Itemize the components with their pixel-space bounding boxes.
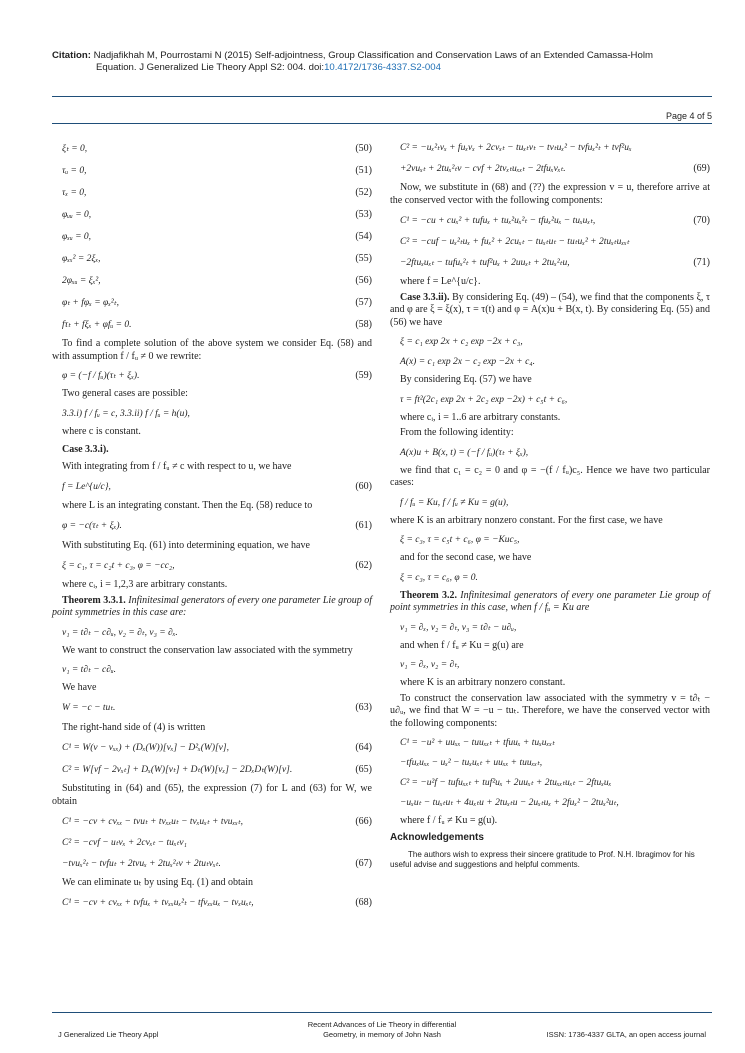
math-line: A(x)u + B(x, t) = (−f / fᵤ)(τₜ + ξₓ), [400, 447, 529, 458]
paragraph: Two general cases are possible: [62, 388, 188, 399]
citation-label: Citation: [52, 50, 91, 61]
equation-row: 2φₓᵤ = ξₓ², (56) [62, 274, 372, 286]
equation-71-line1: C² = −cuf − uₓ²ₜuₓ + fuₓ² + 2cuₓₜ − tuₓₜuₜ − tuₜuₓ² + 2tuₓₜuₓₓₜ [400, 237, 630, 247]
math-line: ξ = c₁ exp 2x + c₂ exp −2x + c₃, [400, 337, 523, 347]
paragraph: where f / fᵤ ≠ Ku = g(u). [400, 815, 498, 826]
paragraph: To find a complete solution of the above system we consider Eq. (58) and with assumption f / fᵤ ≠ 0 we rewrite: [52, 338, 372, 362]
paragraph: We have [62, 682, 97, 693]
paragraph: and when f / fᵤ ≠ Ku = g(u) are [400, 639, 524, 651]
equation-59: φ = (−f / fᵤ)(τₜ + ξₓ). (59) [62, 369, 372, 381]
paragraph: where c is constant. [62, 425, 141, 437]
math-line: ξ = c₃, τ = c₆, φ = 0. [400, 572, 478, 583]
equation-row: ξₜ = 0, (50) [62, 142, 372, 154]
page-rule [52, 123, 712, 124]
paragraph: and for the second case, we have [400, 552, 532, 563]
equation-66: C¹ = −cv + cvₓₓ − tvuₜ + tvₓₓuₜ − tvₓuₓₜ + tvuₓₓₜ, (66) [62, 815, 372, 827]
footer-rule [52, 1012, 712, 1013]
footer-issn: ISSN: 1736-4337 GLTA, an open access journal [546, 1030, 706, 1039]
footer-journal: J Generalized Lie Theory Appl [58, 1030, 159, 1039]
paragraph: where cᵢ, i = 1,2,3 are arbitrary constants. [62, 579, 228, 590]
equation-64: C¹ = W(v − vₓₓ) + (Dₓ(W))[vₓ] − D²ₓ(W)[v], (64) [62, 741, 372, 753]
page-number: Page 4 of 5 [665, 111, 712, 121]
paragraph: With integrating from f / fᵤ ≠ c with respect to u, we have [62, 460, 292, 472]
citation-line2: Equation. J Generalized Lie Theory Appl S2: 004. doi: [96, 62, 325, 73]
equation-row: φᵤᵤ = 0, (53) [62, 208, 372, 220]
paragraph: With substituting Eq. (61) into determining equation, we have [62, 539, 310, 551]
citation-block [52, 50, 712, 74]
equation-61: φ = −c(τₜ + ξₓ). (61) [62, 520, 372, 532]
equation-68: C¹ = −cv + cvₓₓ + tvfuₓ + tvₓₓuₓ²ₜ − tfvₓₓuₓ − tvₓuₓₜ, (68) [62, 897, 372, 909]
paragraph: where K is an arbitrary nonzero constant. [400, 677, 566, 688]
paragraph: where cᵢ, i = 1..6 are arbitrary constants. [400, 411, 561, 423]
right-column [390, 138, 710, 870]
equation-62: ξ = c₁, τ = c₂t + c₃, φ = −cc₂, (62) [62, 559, 372, 571]
footer-issue: Recent Advances of Lie Theory in differential Geometry, in memory of John Nash [307, 1020, 457, 1039]
math-line: A(x) = c₁ exp 2x − c₂ exp −2x + c₄. [400, 357, 535, 367]
equation-63: W = −c − tuₜ. (63) [62, 702, 372, 714]
paragraph: we find that c₁ = c₂ = 0 and φ = −(f / fᵤ)c₅. Hence we have two particular cases: [390, 464, 710, 488]
equation-row: τᵤ = 0, (51) [62, 164, 372, 176]
paragraph: where L is an integrating constant. Then the Eq. (58) reduce to [62, 500, 313, 511]
header-rule [52, 96, 712, 97]
equation-row: φₓₓ² = 2ξₓ, (55) [62, 252, 372, 264]
equation-69: +2vuₓₜ + 2tuₓ²ₜv − cvf + 2tvₓₜuₓₓₜ − 2tfuₓvₓₜ. (69) [400, 162, 710, 174]
equation-row: φₜ + fφₓ = φₓ²ₜ, (57) [62, 296, 372, 308]
paragraph: By considering Eq. (57) we have [400, 374, 532, 385]
math-line: C² = −u²f − tufuₓₓₜ + tuf²uₓ + 2uuₓₜ + 2tuₓₓₜuₓₜ − 2ftuₓuₓ [400, 778, 612, 788]
generators: v₁ = t∂ₜ − c∂ᵤ, v₂ = ∂ₜ, v₃ = ∂ₓ. [62, 627, 178, 638]
cases-line: 3.3.i) f / fᵤ = c, 3.3.ii) f / fᵤ = h(u), [62, 408, 190, 419]
acknowledgements-text: The authors wish to express their sincere gratitude to Prof. N.H. Ibragimov for his useful advise and suggestions and helpful comments. [390, 850, 695, 869]
paragraph: Substituting in (64) and (65), the expression (7) for L and (63) for W, we obtain [52, 783, 372, 807]
equation-list-50-58 [52, 138, 372, 336]
symmetry: v₁ = t∂ₜ − c∂ᵤ. [62, 665, 117, 675]
paragraph: We want to construct the conservation law associated with the symmetry [62, 644, 353, 656]
math-line: τ = ft²(2c₁ exp 2x + 2c₂ exp −2x) + c₅t + c₆, [400, 394, 568, 405]
equation-69-line1: C² = −uₓ²ₜvₓ + fuₓvₓ + 2cvₓₜ − tuₓₜvₜ − tvₜuₓ² − tvfuₓ²ₜ + tvf²uₓ [400, 143, 632, 153]
left-column [52, 138, 372, 915]
math-line: ξ = c₃, τ = c₅t + c₆, φ = −Kuc₅, [400, 535, 520, 545]
paragraph: Now, we substitute in (68) and (??) the expression v = u, therefore arrive at the conserved vector with the following components: [390, 182, 710, 206]
paragraph: To construct the conservation law associated with the symmetry v = t∂ₜ − u∂ᵤ, we find that W = −u − tuₜ. Therefore, we have the conserved vector with the following components: [390, 692, 710, 729]
paragraph: We can eliminate uₜ by using Eq. (1) and obtain [62, 877, 253, 888]
equation-70: C¹ = −cu + cuₓ² + tufuₓ + tuₓ²uₓ²ₜ − tfuₓ²uₓ − tuₓuₓₜ, (70) [400, 214, 710, 226]
theorem-3-2: Theorem 3.2. Infinitesimal generators of every one parameter Lie group of point symmetries in this case, when f / fᵤ = Ku are [390, 589, 710, 613]
doi-link[interactable]: 10.4172/1736-4337.S2-004 [324, 62, 441, 73]
equation-row: φₓᵤ = 0, (54) [62, 230, 372, 242]
acknowledgements-heading: Acknowledgements [390, 831, 484, 843]
paragraph: where f = Le^{u/c}. [400, 276, 481, 287]
equation-71: −2ftuₓuₓₜ − tufuₓ²ₜ + tuf²uₓ + 2uuₓₜ + 2tuₓ²ₜu, (71) [400, 256, 710, 268]
generators: v₁ = ∂ₓ, v₂ = ∂ₜ, [400, 660, 460, 670]
math-line: −uₓuₜ − tuₓₜuₜ + 4uₓₜu + 2tuₓₜu − 2uₓₜuₓ + 2fuₓ² − 2tuₓ²uₜ, [400, 798, 619, 808]
equation-67-line1: C² = −cvf − uₜvₓ + 2cvₓₜ − tuₓₜv₁ [62, 838, 187, 848]
paragraph: The right-hand side of (4) is written [62, 721, 206, 733]
equation-row: τₓ = 0, (52) [62, 186, 372, 198]
equation-65: C² = W[vf − 2vₓₜ] + Dₓ(W)[vₜ] + Dₜ(W)[vₓ] − 2DₓDₜ(W)[v]. (65) [62, 763, 372, 775]
equation-67: −tvuₓ²ₜ − tvfuₜ + 2tvuₓ + 2tuₓ²ₜv + 2tuₜvₓₜ. (67) [62, 857, 372, 869]
equation-60: f = Le^{u/c}, (60) [62, 480, 372, 492]
paragraph: From the following identity: [400, 427, 514, 438]
theorem-3-3-1: Theorem 3.3.1. Infinitesimal generators of every one parameter Lie group of point symmetries in this case are: [52, 594, 372, 618]
paragraph: where K is an arbitrary nonzero constant. For the first case, we have [390, 514, 663, 526]
case-3-3-ii: Case 3.3.ii). By considering Eq. (49) – (54), we find that the components ξ, τ and φ are ξ = ξ(x), τ = τ(t) and φ = A(x)u + B(x, t). By considering Eq. (55) and (56) we have [390, 291, 710, 328]
citation-line1: Nadjafikhah M, Pourrostami N (2015) Self-adjointness, Group Classification and Conservation Laws of an Extended Camassa-Holm [93, 50, 653, 61]
section-heading: Case 3.3.i). [62, 444, 109, 455]
math-line: C¹ = −u² + uuₓₓ − tuuₓₓₜ + tfuuₓ + tuₓuₓₓₜ [400, 738, 555, 748]
math-line: −tfuₓuₓₓ − uₓ² − tuₓuₓₜ + uuₓₓ + tuuₓₓₜ, [400, 758, 543, 768]
generators: v₁ = ∂ₓ, v₂ = ∂ₜ, v₃ = t∂ₜ − u∂ᵤ, [400, 622, 517, 633]
math-line: f / fᵤ = Ku, f / fᵤ ≠ Ku = g(u), [400, 497, 509, 508]
equation-row: fτₜ + fξₓ + φfᵤ = 0. (58) [62, 318, 372, 330]
